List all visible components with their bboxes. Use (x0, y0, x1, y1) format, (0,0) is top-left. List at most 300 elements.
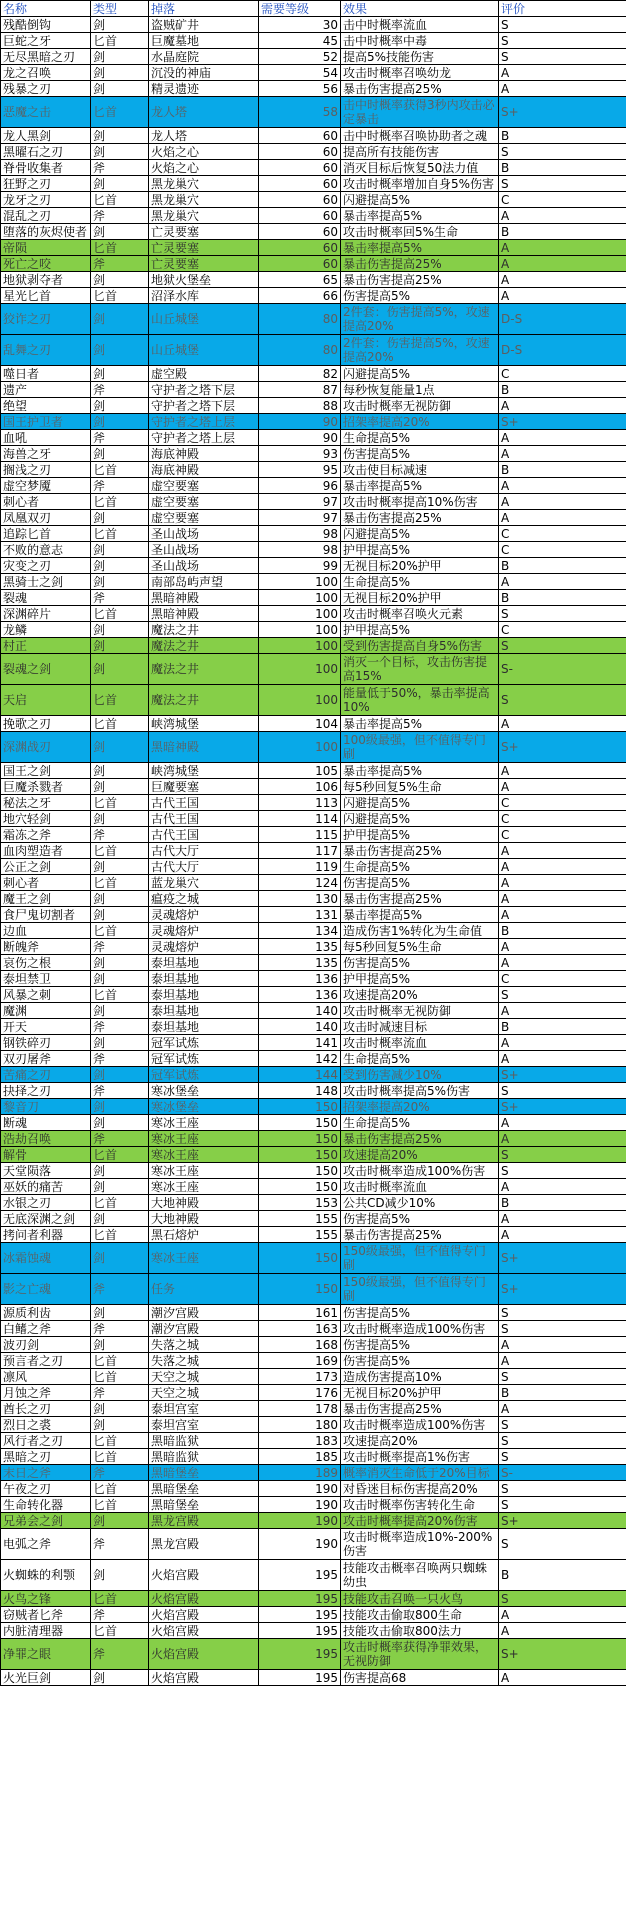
cell-effect: 暴击伤害提高25% (341, 1131, 499, 1147)
table-row (1, 811, 626, 827)
table-row (1, 1513, 626, 1529)
cell-rating: A (499, 1131, 626, 1147)
cell-type: 剑 (91, 1305, 149, 1321)
cell-effect: 每5秒回复5%生命 (341, 939, 499, 955)
cell-drop: 冠军试炼 (149, 1051, 259, 1067)
table-row (1, 558, 626, 574)
table-row (1, 224, 626, 240)
cell-drop: 圣山战场 (149, 526, 259, 542)
table-row (1, 763, 626, 779)
table-row (1, 1560, 626, 1591)
cell-drop: 龙人塔 (149, 97, 259, 128)
cell-rating: C (499, 971, 626, 987)
cell-effect: 伤害提高5% (341, 955, 499, 971)
cell-name: 龙之召唤 (1, 65, 91, 81)
cell-name: 霜冻之斧 (1, 827, 91, 843)
cell-type: 剑 (91, 81, 149, 97)
cell-name: 凤凰双刃 (1, 510, 91, 526)
cell-type: 剑 (91, 65, 149, 81)
cell-effect: 伤害提高5% (341, 1337, 499, 1353)
cell-level: 163 (259, 1321, 341, 1337)
table-row (1, 971, 626, 987)
cell-level: 60 (259, 176, 341, 192)
cell-name: 深渊战刃 (1, 732, 91, 763)
cell-effect: 150级最强，但不值得专门刷 (341, 1243, 499, 1274)
cell-effect: 攻击时概率无视防御 (341, 398, 499, 414)
cell-level: 130 (259, 891, 341, 907)
cell-name: 残暴之刃 (1, 81, 91, 97)
cell-rating: S (499, 1591, 626, 1607)
cell-name: 预言者之刃 (1, 1353, 91, 1369)
cell-drop: 山丘城堡 (149, 335, 259, 366)
cell-type: 斧 (91, 430, 149, 446)
cell-rating: S (499, 987, 626, 1003)
cell-drop: 魔法之井 (149, 685, 259, 716)
cell-level: 114 (259, 811, 341, 827)
cell-type: 斧 (91, 1529, 149, 1560)
cell-type: 匕首 (91, 1449, 149, 1465)
cell-effect: 攻击使目标减速 (341, 462, 499, 478)
cell-effect: 暴击率提高5% (341, 716, 499, 732)
table-row (1, 81, 626, 97)
cell-type: 斧 (91, 1385, 149, 1401)
cell-name: 苦痛之刃 (1, 1067, 91, 1083)
cell-rating: S (499, 33, 626, 49)
table-row (1, 97, 626, 128)
table-row (1, 382, 626, 398)
cell-level: 97 (259, 494, 341, 510)
cell-drop: 沼泽水库 (149, 288, 259, 304)
cell-drop: 火焰宫殿 (149, 1591, 259, 1607)
cell-type: 剑 (91, 558, 149, 574)
cell-effect: 攻速提高20% (341, 987, 499, 1003)
table-row (1, 1147, 626, 1163)
table-row (1, 827, 626, 843)
cell-drop: 峡湾城堡 (149, 763, 259, 779)
cell-name: 冰霜蚀魂 (1, 1243, 91, 1274)
cell-effect: 暴击伤害提高25% (341, 1227, 499, 1243)
cell-effect: 护甲提高5% (341, 542, 499, 558)
table-row (1, 1035, 626, 1051)
cell-rating: C (499, 192, 626, 208)
cell-name: 黎音刀 (1, 1099, 91, 1115)
cell-name: 刺心者 (1, 875, 91, 891)
cell-level: 190 (259, 1481, 341, 1497)
cell-type: 匕首 (91, 843, 149, 859)
cell-level: 96 (259, 478, 341, 494)
cell-effect: 攻击时概率增加自身5%伤害 (341, 176, 499, 192)
cell-drop: 火焰宫殿 (149, 1639, 259, 1670)
cell-drop: 守护者之塔下层 (149, 382, 259, 398)
cell-name: 月蚀之斧 (1, 1385, 91, 1401)
cell-type: 匕首 (91, 97, 149, 128)
cell-name: 净罪之眼 (1, 1639, 91, 1670)
cell-level: 100 (259, 606, 341, 622)
cell-rating: S+ (499, 1243, 626, 1274)
table-row (1, 430, 626, 446)
cell-level: 168 (259, 1337, 341, 1353)
cell-effect: 每5秒回复5%生命 (341, 779, 499, 795)
cell-drop: 地狱火堡垒 (149, 272, 259, 288)
cell-level: 66 (259, 288, 341, 304)
header-type: 类型 (91, 1, 149, 17)
cell-name: 天堂陨落 (1, 1163, 91, 1179)
cell-drop: 灵魂熔炉 (149, 939, 259, 955)
cell-name: 火鸟之锋 (1, 1591, 91, 1607)
cell-rating: S (499, 1497, 626, 1513)
cell-level: 90 (259, 430, 341, 446)
cell-drop: 泰坦基地 (149, 971, 259, 987)
cell-name: 地穴轻剑 (1, 811, 91, 827)
cell-drop: 虚空要塞 (149, 478, 259, 494)
cell-rating: A (499, 81, 626, 97)
table-row (1, 462, 626, 478)
table-row (1, 1497, 626, 1513)
cell-drop: 灵魂熔炉 (149, 907, 259, 923)
cell-level: 104 (259, 716, 341, 732)
table-row (1, 1211, 626, 1227)
cell-name: 风行者之刃 (1, 1433, 91, 1449)
cell-level: 150 (259, 1163, 341, 1179)
cell-type: 匕首 (91, 240, 149, 256)
cell-name: 解骨 (1, 1147, 91, 1163)
cell-drop: 黑暗监狱 (149, 1433, 259, 1449)
cell-level: 60 (259, 208, 341, 224)
cell-name: 遗产 (1, 382, 91, 398)
cell-type: 匕首 (91, 288, 149, 304)
cell-level: 180 (259, 1417, 341, 1433)
cell-rating: B (499, 1019, 626, 1035)
table-row (1, 654, 626, 685)
cell-name: 脊骨收集者 (1, 160, 91, 176)
cell-rating: S (499, 638, 626, 654)
cell-effect: 伤害提高5% (341, 446, 499, 462)
cell-type: 匕首 (91, 716, 149, 732)
cell-effect: 对昏迷目标伤害提高20% (341, 1481, 499, 1497)
cell-effect: 暴击伤害提高25% (341, 1401, 499, 1417)
cell-level: 135 (259, 939, 341, 955)
cell-level: 100 (259, 732, 341, 763)
cell-type: 剑 (91, 446, 149, 462)
table-row (1, 1051, 626, 1067)
table-row (1, 144, 626, 160)
cell-rating: A (499, 1353, 626, 1369)
cell-level: 189 (259, 1465, 341, 1481)
cell-effect: 护甲提高5% (341, 827, 499, 843)
cell-level: 141 (259, 1035, 341, 1051)
cell-effect: 技能攻击偷取800生命 (341, 1607, 499, 1623)
table-row (1, 891, 626, 907)
cell-type: 剑 (91, 398, 149, 414)
cell-level: 178 (259, 1401, 341, 1417)
cell-level: 150 (259, 1131, 341, 1147)
table-row (1, 1019, 626, 1035)
cell-rating: A (499, 779, 626, 795)
cell-name: 兄弟会之剑 (1, 1513, 91, 1529)
table-row (1, 1670, 626, 1686)
cell-level: 80 (259, 335, 341, 366)
cell-type: 斧 (91, 1607, 149, 1623)
cell-name: 烈日之裘 (1, 1417, 91, 1433)
cell-name: 末日之斧 (1, 1465, 91, 1481)
cell-effect: 伤害提高5% (341, 1353, 499, 1369)
cell-rating: B (499, 462, 626, 478)
cell-level: 115 (259, 827, 341, 843)
table-row (1, 1449, 626, 1465)
cell-name: 虚空梦魇 (1, 478, 91, 494)
cell-level: 190 (259, 1513, 341, 1529)
cell-type: 匕首 (91, 462, 149, 478)
cell-drop: 黑暗堡垒 (149, 1465, 259, 1481)
cell-level: 153 (259, 1195, 341, 1211)
cell-type: 斧 (91, 256, 149, 272)
cell-name: 刺心者 (1, 494, 91, 510)
table-row (1, 1003, 626, 1019)
cell-drop: 黑龙巢穴 (149, 208, 259, 224)
cell-name: 巨蛇之牙 (1, 33, 91, 49)
cell-level: 100 (259, 574, 341, 590)
cell-type: 匕首 (91, 1369, 149, 1385)
table-row (1, 335, 626, 366)
cell-name: 黑暗之刃 (1, 1449, 91, 1465)
cell-type: 剑 (91, 335, 149, 366)
cell-drop: 火焰宫殿 (149, 1670, 259, 1686)
cell-effect: 消灭一个目标，攻击伤害提高15% (341, 654, 499, 685)
cell-type: 剑 (91, 1179, 149, 1195)
cell-drop: 龙人塔 (149, 128, 259, 144)
table-row (1, 304, 626, 335)
cell-level: 161 (259, 1305, 341, 1321)
table-row (1, 128, 626, 144)
cell-rating: S+ (499, 1639, 626, 1670)
cell-name: 生命转化器 (1, 1497, 91, 1513)
cell-name: 双刃屠斧 (1, 1051, 91, 1067)
cell-type: 斧 (91, 208, 149, 224)
cell-rating: A (499, 398, 626, 414)
cell-level: 98 (259, 526, 341, 542)
cell-name: 死亡之咬 (1, 256, 91, 272)
cell-level: 45 (259, 33, 341, 49)
cell-name: 巨魔杀戮者 (1, 779, 91, 795)
cell-drop: 黑暗堡垒 (149, 1481, 259, 1497)
table-row (1, 1591, 626, 1607)
header-name: 名称 (1, 1, 91, 17)
table-row (1, 1115, 626, 1131)
cell-drop: 潮汐宫殿 (149, 1321, 259, 1337)
cell-effect: 技能攻击概率召唤两只蜘蛛幼虫 (341, 1560, 499, 1591)
table-row (1, 478, 626, 494)
cell-type: 匕首 (91, 1433, 149, 1449)
cell-drop: 冠军试炼 (149, 1067, 259, 1083)
cell-rating: A (499, 446, 626, 462)
cell-rating: A (499, 256, 626, 272)
cell-rating: A (499, 288, 626, 304)
cell-rating: A (499, 891, 626, 907)
cell-drop: 亡灵要塞 (149, 224, 259, 240)
cell-effect: 攻击时概率获得净罪效果，无视防御 (341, 1639, 499, 1670)
cell-level: 56 (259, 81, 341, 97)
cell-name: 火蜘蛛的利颚 (1, 1560, 91, 1591)
cell-rating: S (499, 176, 626, 192)
cell-effect: 攻击时概率造成10%-200%伤害 (341, 1529, 499, 1560)
cell-name: 帝陨 (1, 240, 91, 256)
cell-type: 匕首 (91, 33, 149, 49)
cell-effect: 暴击伤害提高25% (341, 81, 499, 97)
cell-name: 狂野之刃 (1, 176, 91, 192)
cell-name: 乱舞之刃 (1, 335, 91, 366)
cell-rating: A (499, 494, 626, 510)
cell-name: 国王之剑 (1, 763, 91, 779)
cell-level: 65 (259, 272, 341, 288)
cell-type: 剑 (91, 304, 149, 335)
cell-drop: 峡湾城堡 (149, 716, 259, 732)
cell-effect: 受到伤害减少10% (341, 1067, 499, 1083)
cell-drop: 泰坦基地 (149, 1003, 259, 1019)
table-row (1, 1243, 626, 1274)
cell-level: 60 (259, 192, 341, 208)
cell-rating: A (499, 1179, 626, 1195)
cell-type: 剑 (91, 891, 149, 907)
cell-level: 80 (259, 304, 341, 335)
cell-effect: 攻击时概率伤害转化生命 (341, 1497, 499, 1513)
cell-level: 136 (259, 971, 341, 987)
cell-drop: 泰坦宫室 (149, 1417, 259, 1433)
cell-name: 电弧之斧 (1, 1529, 91, 1560)
table-row (1, 1067, 626, 1083)
cell-name: 秘法之牙 (1, 795, 91, 811)
cell-type: 匕首 (91, 192, 149, 208)
cell-level: 60 (259, 144, 341, 160)
cell-drop: 大地神殿 (149, 1211, 259, 1227)
cell-drop: 亡灵要塞 (149, 256, 259, 272)
cell-effect: 击中时概率中毒 (341, 33, 499, 49)
cell-rating: S (499, 606, 626, 622)
cell-rating: A (499, 430, 626, 446)
cell-rating: S+ (499, 1274, 626, 1305)
cell-name: 公正之剑 (1, 859, 91, 875)
cell-name: 恶魔之击 (1, 97, 91, 128)
cell-name: 裂魂之剑 (1, 654, 91, 685)
cell-drop: 圣山战场 (149, 558, 259, 574)
cell-level: 100 (259, 685, 341, 716)
cell-name: 黑曜石之刃 (1, 144, 91, 160)
cell-rating: A (499, 763, 626, 779)
cell-name: 风暴之刺 (1, 987, 91, 1003)
cell-type: 斧 (91, 1131, 149, 1147)
cell-effect: 消灭目标后恢复50法力值 (341, 160, 499, 176)
cell-level: 119 (259, 859, 341, 875)
cell-effect: 攻击时概率流血 (341, 1035, 499, 1051)
cell-rating: S- (499, 654, 626, 685)
cell-drop: 泰坦宫室 (149, 1401, 259, 1417)
cell-type: 斧 (91, 382, 149, 398)
cell-drop: 泰坦基地 (149, 1019, 259, 1035)
cell-type: 斧 (91, 1083, 149, 1099)
cell-type: 匕首 (91, 494, 149, 510)
cell-effect: 伤害提高5% (341, 1211, 499, 1227)
header-row (1, 1, 626, 17)
cell-type: 剑 (91, 176, 149, 192)
cell-rating: S+ (499, 1513, 626, 1529)
cell-drop: 守护者之塔上层 (149, 430, 259, 446)
cell-type: 剑 (91, 574, 149, 590)
cell-rating: A (499, 1401, 626, 1417)
table-row (1, 1195, 626, 1211)
cell-rating: A (499, 955, 626, 971)
cell-type: 剑 (91, 1099, 149, 1115)
cell-level: 140 (259, 1003, 341, 1019)
cell-level: 155 (259, 1211, 341, 1227)
cell-effect: 生命提高5% (341, 1115, 499, 1131)
table-row (1, 398, 626, 414)
cell-type: 剑 (91, 1337, 149, 1353)
cell-level: 144 (259, 1067, 341, 1083)
cell-level: 140 (259, 1019, 341, 1035)
table-row (1, 843, 626, 859)
cell-effect: 受到伤害提高自身5%伤害 (341, 638, 499, 654)
table-row (1, 526, 626, 542)
cell-effect: 伤害提高5% (341, 875, 499, 891)
cell-name: 巫妖的痛苦 (1, 1179, 91, 1195)
table-row (1, 272, 626, 288)
cell-drop: 古代王国 (149, 811, 259, 827)
cell-type: 剑 (91, 366, 149, 382)
cell-name: 抉择之刃 (1, 1083, 91, 1099)
cell-drop: 失落之城 (149, 1337, 259, 1353)
cell-rating: S (499, 1417, 626, 1433)
cell-level: 173 (259, 1369, 341, 1385)
cell-effect: 攻击时减速目标 (341, 1019, 499, 1035)
cell-name: 黑骑士之剑 (1, 574, 91, 590)
table-row (1, 1179, 626, 1195)
cell-drop: 瘟疫之城 (149, 891, 259, 907)
cell-name: 泰坦禁卫 (1, 971, 91, 987)
cell-drop: 大地神殿 (149, 1195, 259, 1211)
cell-name: 堕落的灰烬使者 (1, 224, 91, 240)
cell-drop: 守护者之塔上层 (149, 414, 259, 430)
cell-type: 剑 (91, 811, 149, 827)
cell-rating: A (499, 478, 626, 494)
table-row (1, 176, 626, 192)
cell-effect: 攻击时概率造成100%伤害 (341, 1163, 499, 1179)
cell-effect: 攻击时概率回5%生命 (341, 224, 499, 240)
cell-rating: S (499, 1305, 626, 1321)
cell-effect: 攻速提高20% (341, 1147, 499, 1163)
cell-name: 边血 (1, 923, 91, 939)
cell-effect: 能量低于50%，暴击率提高10% (341, 685, 499, 716)
cell-type: 匕首 (91, 1195, 149, 1211)
cell-type: 斧 (91, 827, 149, 843)
cell-effect: 2件套：伤害提高5%，攻速提高20% (341, 304, 499, 335)
cell-level: 185 (259, 1449, 341, 1465)
cell-type: 剑 (91, 763, 149, 779)
table-row (1, 1321, 626, 1337)
cell-drop: 黑龙巢穴 (149, 176, 259, 192)
table-row (1, 779, 626, 795)
table-row (1, 208, 626, 224)
cell-rating: S- (499, 1465, 626, 1481)
cell-name: 噬日者 (1, 366, 91, 382)
cell-effect: 技能攻击召唤一只火鸟 (341, 1591, 499, 1607)
cell-rating: A (499, 843, 626, 859)
cell-rating: B (499, 923, 626, 939)
cell-type: 匕首 (91, 1497, 149, 1513)
cell-level: 100 (259, 590, 341, 606)
cell-rating: A (499, 1003, 626, 1019)
cell-drop: 潮汐宫殿 (149, 1305, 259, 1321)
cell-level: 100 (259, 638, 341, 654)
cell-effect: 攻击时概率提高10%伤害 (341, 494, 499, 510)
